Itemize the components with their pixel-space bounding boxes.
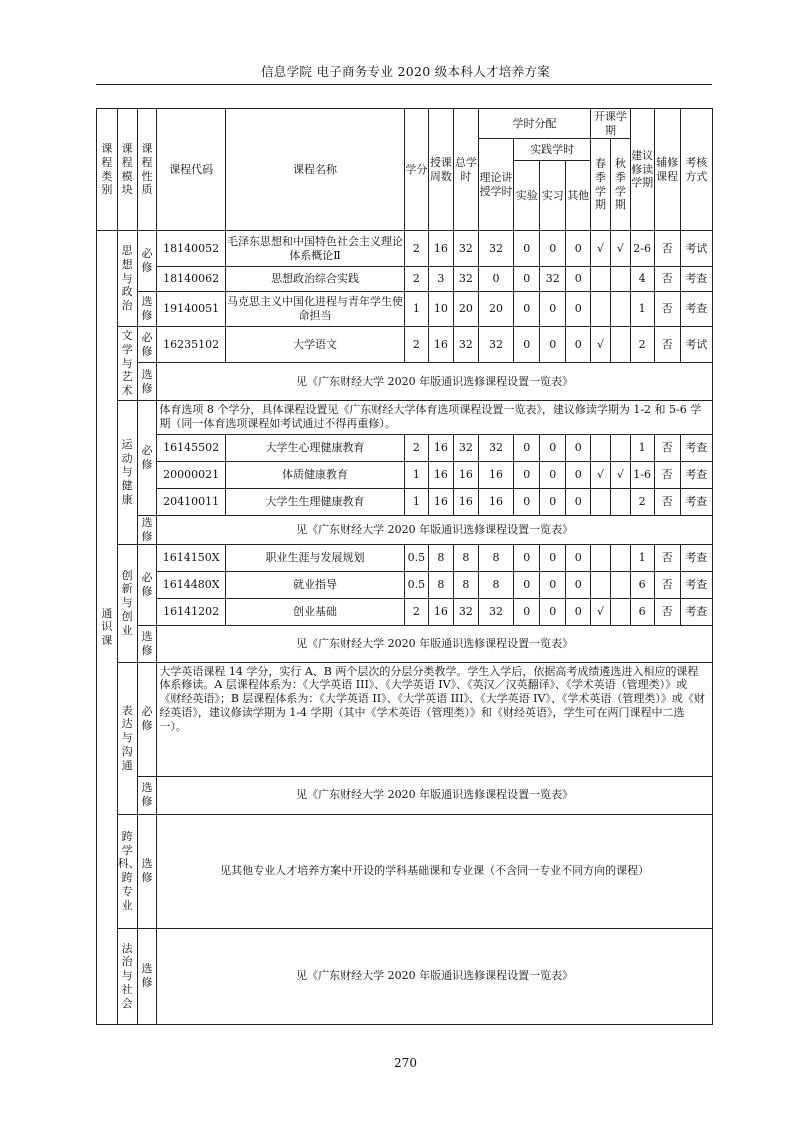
cell-credits: 2 (404, 327, 428, 363)
table-row (97, 267, 713, 292)
cell-total: 16 (453, 462, 478, 489)
cell-spring: √ (591, 598, 611, 625)
cell-spring: √ (591, 327, 611, 363)
cell-suggested: 2 (630, 489, 654, 516)
cell-theory: 8 (478, 571, 513, 598)
col-header-term-group: 开课学期 (591, 109, 631, 139)
cell-code: 18140062 (157, 267, 226, 292)
cell-autumn: √ (610, 462, 630, 489)
cell-suggested: 6 (630, 598, 654, 625)
cell-exam: 考查 (680, 292, 712, 327)
cell-code: 18140052 (157, 231, 226, 267)
cell-total: 32 (453, 267, 478, 292)
cell-name: 创业基础 (226, 598, 405, 625)
cell-intern: 0 (540, 462, 566, 489)
cell-total: 32 (453, 231, 478, 267)
course-plan-table (96, 108, 713, 1025)
cell-other: 0 (566, 598, 591, 625)
cell-autumn (610, 435, 630, 462)
cell-total: 32 (453, 435, 478, 462)
cell-exp: 0 (514, 544, 540, 571)
cell-minor: 否 (654, 231, 680, 267)
cell-autumn (610, 544, 630, 571)
cell-theory: 8 (478, 544, 513, 571)
table-row (97, 292, 713, 327)
col-header-total-hours: 总学时 (453, 109, 478, 231)
cell-credits: 0.5 (404, 571, 428, 598)
cell-exp: 0 (514, 435, 540, 462)
nature-required: 必修 (137, 231, 157, 292)
table-row (97, 462, 713, 489)
cell-other: 0 (566, 231, 591, 267)
cell-minor: 否 (654, 489, 680, 516)
col-header-code: 课程代码 (157, 109, 226, 231)
cell-theory: 32 (478, 435, 513, 462)
cell-minor: 否 (654, 435, 680, 462)
cross-note: 见其他专业人才培养方案中开设的学科基础课和专业课（不含同一专业不同方向的课程） (157, 814, 713, 928)
cell-total: 8 (453, 571, 478, 598)
cell-theory: 32 (478, 231, 513, 267)
col-header-module: 课程模块 (117, 109, 137, 231)
table-row (97, 625, 713, 662)
page-header: 信息学院 电子商务专业 2020 级本科人才培养方案 (260, 64, 551, 79)
cell-weeks: 8 (428, 544, 453, 571)
table-row (97, 776, 713, 814)
cell-other: 0 (566, 267, 591, 292)
cell-spring (591, 571, 611, 598)
cell-spring (591, 544, 611, 571)
nature-elective: 选修 (137, 625, 157, 662)
table-row (97, 598, 713, 625)
cell-name: 大学生心理健康教育 (226, 435, 405, 462)
cell-exam: 考查 (680, 489, 712, 516)
cell-other: 0 (566, 435, 591, 462)
nature-required: 必修 (137, 327, 157, 363)
module-cross: 跨学科、跨专业 (117, 814, 137, 928)
table-row (97, 928, 713, 1024)
module-expression: 表达与沟通 (117, 662, 137, 814)
cell-code: 1614150X (157, 544, 226, 571)
cell-intern: 0 (540, 489, 566, 516)
cell-exam: 考试 (680, 327, 712, 363)
cell-weeks: 8 (428, 571, 453, 598)
cell-total: 32 (453, 598, 478, 625)
cell-weeks: 16 (428, 231, 453, 267)
cell-name: 体质健康教育 (226, 462, 405, 489)
cell-weeks: 3 (428, 267, 453, 292)
table-row (97, 401, 713, 435)
nature-elective: 选修 (137, 776, 157, 814)
cell-code: 19140051 (157, 292, 226, 327)
cell-code: 20410011 (157, 489, 226, 516)
cell-name: 思想政治综合实践 (226, 267, 405, 292)
cell-autumn (610, 571, 630, 598)
cell-autumn (610, 327, 630, 363)
module-innovation: 创新与创业 (117, 544, 137, 662)
cell-exam: 考试 (680, 231, 712, 267)
cell-code: 1614480X (157, 571, 226, 598)
cell-minor: 否 (654, 462, 680, 489)
cell-autumn (610, 267, 630, 292)
nature-required: 必修 (137, 544, 157, 625)
cell-exp: 0 (514, 598, 540, 625)
col-header-weeks: 授课周数 (428, 109, 453, 231)
cell-credits: 1 (404, 462, 428, 489)
category-general: 通识课 (97, 231, 118, 1025)
cell-intern: 0 (540, 292, 566, 327)
cell-suggested: 1 (630, 544, 654, 571)
nature-elective: 选修 (137, 516, 157, 545)
cell-suggested: 4 (630, 267, 654, 292)
col-header-spring: 春季学期 (591, 139, 611, 231)
cell-intern: 0 (540, 571, 566, 598)
cell-weeks: 16 (428, 327, 453, 363)
cell-total: 16 (453, 489, 478, 516)
table-row (97, 435, 713, 462)
cell-total: 32 (453, 327, 478, 363)
cell-suggested: 6 (630, 571, 654, 598)
cell-intern: 0 (540, 544, 566, 571)
nature-elective: 选修 (137, 814, 157, 928)
cell-intern: 32 (540, 267, 566, 292)
cell-weeks: 10 (428, 292, 453, 327)
cell-other: 0 (566, 544, 591, 571)
table-row (97, 544, 713, 571)
col-header-practice-group: 实践学时 (514, 139, 591, 161)
col-header-exam: 考核方式 (680, 109, 712, 231)
cell-suggested: 1 (630, 292, 654, 327)
cell-exam: 考查 (680, 598, 712, 625)
cell-minor: 否 (654, 544, 680, 571)
cell-exam: 考查 (680, 571, 712, 598)
col-header-suggested-term: 建议修读学期 (630, 109, 654, 231)
cell-minor: 否 (654, 598, 680, 625)
cell-credits: 1 (404, 489, 428, 516)
cell-other: 0 (566, 327, 591, 363)
nature-elective: 选修 (137, 928, 157, 1024)
table-row (97, 814, 713, 928)
cell-name: 大学语文 (226, 327, 405, 363)
cell-spring: √ (591, 462, 611, 489)
cell-total: 8 (453, 544, 478, 571)
cell-exp: 0 (514, 231, 540, 267)
cell-exp: 0 (514, 571, 540, 598)
cell-exp: 0 (514, 292, 540, 327)
cell-other: 0 (566, 489, 591, 516)
cell-intern: 0 (540, 231, 566, 267)
cell-exam: 考查 (680, 267, 712, 292)
cell-exp: 0 (514, 489, 540, 516)
cell-suggested: 2-6 (630, 231, 654, 267)
sports-note: 体育选项 8 个学分，具体课程设置见《广东财经大学体育选项课程设置一览表》，建议修读学期为 1-2 和 5-6 学期（同一体育选项课程如考试通过不得再重修）。 (157, 401, 713, 435)
cell-spring (591, 267, 611, 292)
page-number: 270 (394, 1056, 417, 1070)
table-row (97, 662, 713, 776)
cell-theory: 32 (478, 598, 513, 625)
nature-elective: 选修 (137, 292, 157, 327)
col-header-credits: 学分 (404, 109, 428, 231)
english-note: 大学英语课程 14 学分，实行 A、B 两个层次的分层分类教学。学生入学后，依据高考成绩遴选进入相应的课程体系修读。A 层课程体系为：《大学英语 III》、《大学英语 IV》、《英汉／汉英翻译》、《学术英语（管理类）》或《财经英语》；B 层课程体系为：《大学英语 II》、《大学英语 III》、《大学英语 IV》、《学术英语（管理类）》或《财经英语》，建议修读学期为 1-4 学期（其中《学术英语（管理类）》和《财经英语》，学生可在两门课程中二选一）。 (157, 662, 713, 776)
cell-exam: 考查 (680, 435, 712, 462)
elective-note: 见《广东财经大学 2020 年版通识选修课程设置一览表》 (157, 776, 713, 814)
col-header-name: 课程名称 (226, 109, 405, 231)
cell-exam: 考查 (680, 462, 712, 489)
cell-credits: 1 (404, 292, 428, 327)
cell-exp: 0 (514, 267, 540, 292)
cell-name: 职业生涯与发展规划 (226, 544, 405, 571)
cell-theory: 20 (478, 292, 513, 327)
cell-credits: 2 (404, 598, 428, 625)
module-law: 法治与社会 (117, 928, 137, 1024)
col-header-theory: 理论讲授学时 (478, 139, 513, 231)
elective-note: 见《广东财经大学 2020 年版通识选修课程设置一览表》 (157, 516, 713, 545)
cell-theory: 16 (478, 462, 513, 489)
table-row (97, 516, 713, 545)
table-row (97, 327, 713, 363)
table-row (97, 489, 713, 516)
cell-minor: 否 (654, 571, 680, 598)
cell-minor: 否 (654, 292, 680, 327)
cell-minor: 否 (654, 327, 680, 363)
cell-spring (591, 489, 611, 516)
cell-name: 马克思主义中国化进程与青年学生使命担当 (226, 292, 405, 327)
cell-autumn: √ (610, 231, 630, 267)
cell-exam: 考查 (680, 544, 712, 571)
cell-name: 毛泽东思想和中国特色社会主义理论体系概论Ⅱ (226, 231, 405, 267)
cell-credits: 0.5 (404, 544, 428, 571)
cell-weeks: 16 (428, 598, 453, 625)
module-sports: 运动与健康 (117, 401, 137, 545)
table-row (97, 571, 713, 598)
cell-other: 0 (566, 292, 591, 327)
col-header-minor: 辅修课程 (654, 109, 680, 231)
cell-intern: 0 (540, 598, 566, 625)
nature-required: 必修 (137, 401, 157, 516)
cell-intern: 0 (540, 435, 566, 462)
cell-theory: 16 (478, 489, 513, 516)
elective-note: 见《广东财经大学 2020 年版通识选修课程设置一览表》 (157, 928, 713, 1024)
cell-credits: 2 (404, 231, 428, 267)
cell-spring (591, 435, 611, 462)
cell-name: 大学生生理健康教育 (226, 489, 405, 516)
module-politics: 思想与政治 (117, 231, 137, 327)
nature-required: 必修 (137, 662, 157, 776)
cell-suggested: 1 (630, 435, 654, 462)
cell-spring (591, 292, 611, 327)
cell-name: 就业指导 (226, 571, 405, 598)
header-divider (96, 84, 712, 85)
col-header-other: 其他 (566, 161, 591, 231)
cell-intern: 0 (540, 327, 566, 363)
cell-code: 16141202 (157, 598, 226, 625)
cell-weeks: 16 (428, 462, 453, 489)
table-row (97, 363, 713, 401)
cell-suggested: 1-6 (630, 462, 654, 489)
col-header-category: 课程类别 (97, 109, 118, 231)
cell-exp: 0 (514, 462, 540, 489)
cell-other: 0 (566, 571, 591, 598)
cell-theory: 32 (478, 327, 513, 363)
col-header-nature: 课程性质 (137, 109, 157, 231)
elective-note: 见《广东财经大学 2020 年版通识选修课程设置一览表》 (157, 625, 713, 662)
cell-weeks: 16 (428, 435, 453, 462)
module-literature: 文学与艺术 (117, 327, 137, 401)
col-header-hours-group: 学时分配 (478, 109, 590, 139)
cell-code: 16235102 (157, 327, 226, 363)
table-row (97, 231, 713, 267)
cell-credits: 2 (404, 267, 428, 292)
cell-autumn (610, 489, 630, 516)
col-header-autumn: 秋季学期 (610, 139, 630, 231)
cell-total: 20 (453, 292, 478, 327)
cell-spring: √ (591, 231, 611, 267)
cell-weeks: 16 (428, 489, 453, 516)
cell-code: 20000021 (157, 462, 226, 489)
cell-autumn (610, 598, 630, 625)
cell-other: 0 (566, 462, 591, 489)
elective-note: 见《广东财经大学 2020 年版通识选修课程设置一览表》 (157, 363, 713, 401)
cell-autumn (610, 292, 630, 327)
col-header-experiment: 实验 (514, 161, 540, 231)
cell-code: 16145502 (157, 435, 226, 462)
nature-elective: 选修 (137, 363, 157, 401)
cell-credits: 2 (404, 435, 428, 462)
col-header-internship: 实习 (540, 161, 566, 231)
cell-theory: 0 (478, 267, 513, 292)
cell-minor: 否 (654, 267, 680, 292)
cell-suggested: 2 (630, 327, 654, 363)
cell-exp: 0 (514, 327, 540, 363)
